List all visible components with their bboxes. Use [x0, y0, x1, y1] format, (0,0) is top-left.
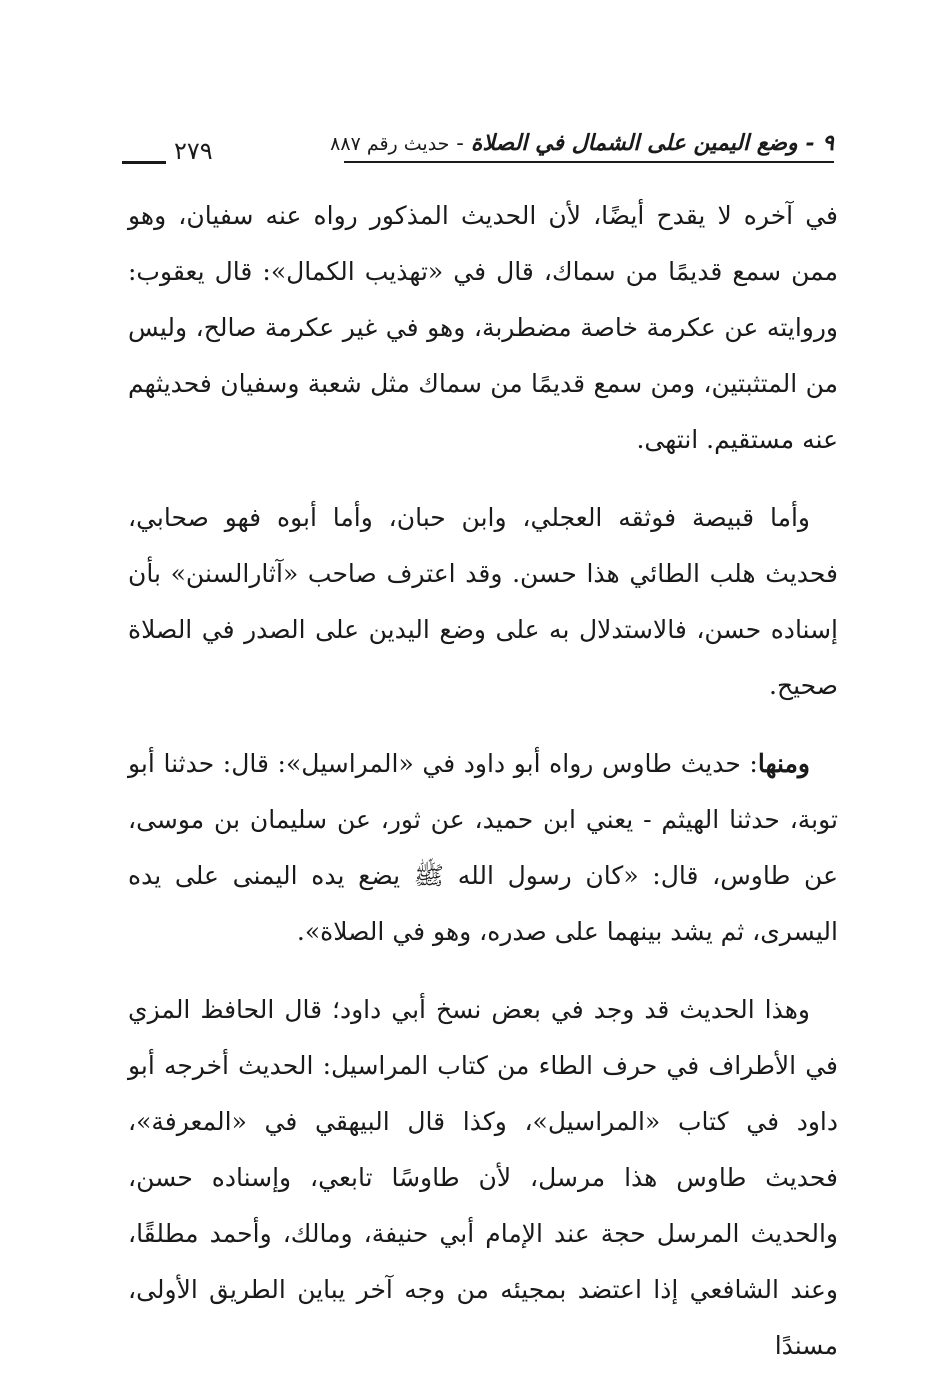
paragraph-text: وهذا الحديث قد وجد في بعض نسخ أبي داود؛ قال الحافظ المزي في الأطراف في حرف الطاء من كتاب المراسيل: الحديث أخرجه أبو داود في كتاب «المراسيل»، وكذا قال البيهقي في «المعرفة»، فحديث طاوس هذا مرسل، لأن طاوسًا تابعي، وإسناده حسن، والحديث المرسل حجة عند الإمام أبي حنيفة، ومالك، وأحمد مطلقًا، وعند الشافعي إذا اعتضد بمجيئه من وجه آخر يباين الطريق الأولى، مسندًا	[128, 995, 838, 1360]
hadith-number: حديث رقم ٨٨٧	[330, 133, 450, 155]
paragraph-text: في آخره لا يقدح أيضًا، لأن الحديث المذكور رواه عنه سفيان، وهو ممن سمع قديمًا من سماك، قال في «تهذيب الكمال»: قال يعقوب: وروايته عن عكرمة خاصة مضطربة، وهو في غير عكرمة صالح، وليس من المتثبتين، ومن سمع قديمًا من سماك مثل شعبة وسفيان فحديثهم عنه مستقيم. انتهى.	[128, 201, 838, 454]
header-title	[330, 128, 834, 159]
paragraph-1	[128, 188, 838, 468]
paragraph-2	[128, 490, 838, 714]
paragraph-3	[128, 736, 838, 960]
running-header	[122, 128, 834, 172]
header-rule	[344, 161, 834, 163]
paragraph-text: : حديث طاوس رواه أبو داود في «المراسيل»: قال: حدثنا أبو توبة، حدثنا الهيثم - يعني ابن حميد، عن ثور، عن سليمان بن موسى، عن طاوس، قال: «كان رسول الله ﷺ يضع يده اليمنى على يده اليسرى، ثم يشد بينهما على صدره، وهو في الصلاة».	[128, 749, 838, 946]
paragraph-lead-word: ومنها	[757, 749, 810, 778]
page-number-rule	[122, 161, 166, 164]
header-separator: -	[449, 131, 471, 156]
body-text	[128, 188, 838, 1396]
paragraph-text: وأما قبيصة فوثقه العجلي، وابن حبان، وأما أبوه فهو صحابي، فحديث هلب الطائي هذا حسن. وقد اعترف صاحب «آثارالسنن» بأن إسناده حسن، فالاستدلال به على وضع اليدين على الصدر في الصلاة صحيح.	[128, 503, 838, 700]
paragraph-4	[128, 982, 838, 1374]
page-number: ٢٧٩	[174, 137, 213, 165]
chapter-title: ٩ - وضع اليمين على الشمال في الصلاة	[470, 130, 834, 156]
